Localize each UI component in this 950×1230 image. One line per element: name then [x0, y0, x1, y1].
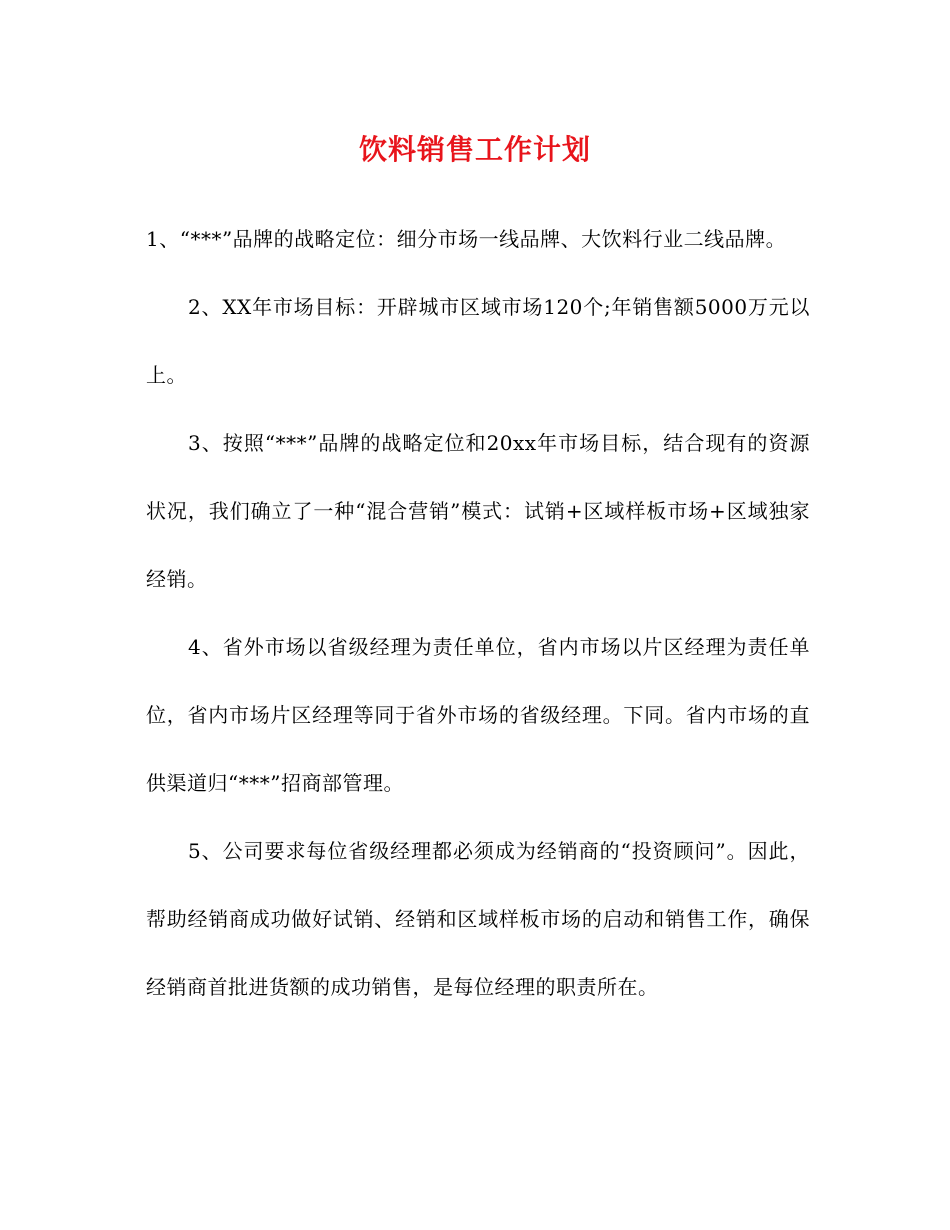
paragraph-4: 4、省外市场以省级经理为责任单位，省内市场以片区经理为责任单位，省内市场片区经理等同于省外市场的省级经理。下同。省内市场的直供渠道归“***”招商部管理。	[146, 635, 810, 795]
paragraph-3: 3、按照“***”品牌的战略定位和20xx年市场目标，结合现有的资源状况，我们确立了一种“混合营销”模式：试销+区域样板市场+区域独家经销。	[146, 431, 810, 591]
document-body	[146, 205, 810, 1021]
paragraph-5: 5、公司要求每位省级经理都必须成为经销商的“投资顾问”。因此，帮助经销商成功做好试销、经销和区域样板市场的启动和销售工作，确保经销商首批进货额的成功销售，是每位经理的职责所在。	[146, 839, 810, 999]
paragraph-2: 2、XX年市场目标：开辟城市区域市场120个;年销售额5000万元以上。	[146, 295, 810, 387]
document-title: 饮料销售工作计划	[358, 133, 591, 166]
paragraph-1: 1、“***”品牌的战略定位：细分市场一线品牌、大饮料行业二线品牌。	[146, 227, 787, 251]
